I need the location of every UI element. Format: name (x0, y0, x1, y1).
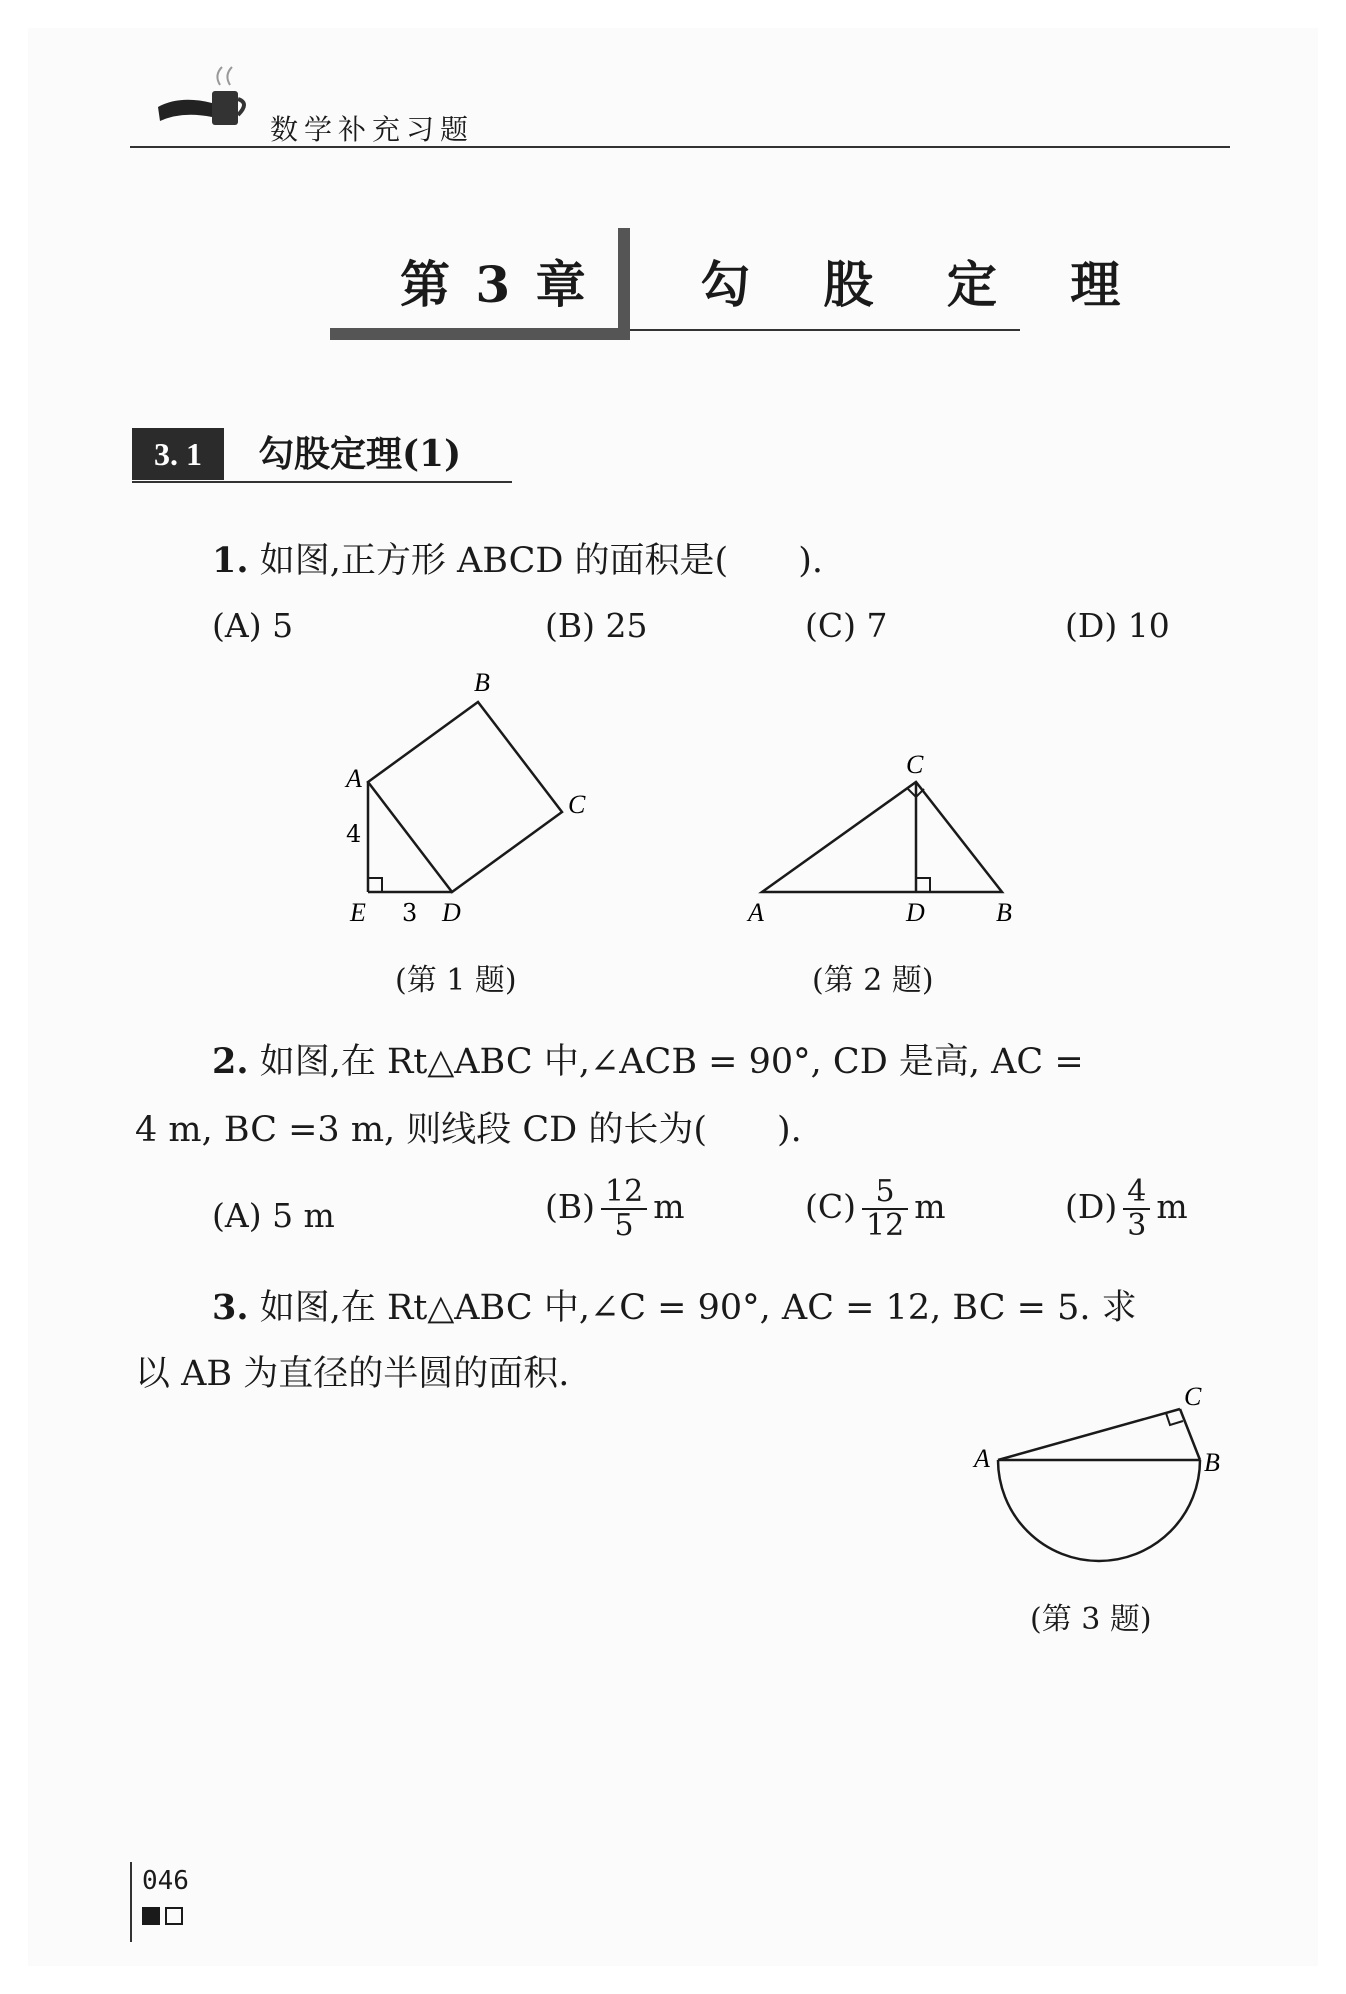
figure-2 (740, 745, 1030, 935)
header-rule (130, 146, 1230, 148)
label-e: E (350, 898, 366, 927)
label-c: C (1184, 1385, 1202, 1411)
right-angle-d (916, 878, 930, 892)
section-title: 勾股定理(1) (258, 433, 462, 475)
label-a: A (974, 1444, 990, 1473)
q1-option-a: (A) 5 (212, 606, 294, 645)
question-number: 2. (212, 1041, 249, 1082)
question-1 (212, 535, 823, 587)
label-3: 3 (402, 899, 418, 927)
q1-option-d: (D) 10 (1065, 606, 1170, 645)
label-b: B (996, 898, 1012, 927)
question-number: 1. (212, 540, 249, 581)
question-text-line1: 如图,在 Rt△ABC 中,∠C = 90°, AC = 12, BC = 5. 求 (259, 1288, 1137, 1328)
label-b: B (1204, 1448, 1220, 1477)
semicircle (998, 1460, 1200, 1561)
triangle-abc (762, 782, 1002, 892)
header-title: 数学补充习题 (270, 113, 475, 146)
q1-option-c: (C) 7 (805, 606, 888, 645)
figure-1-caption: (第 1 题) (395, 963, 517, 998)
right-angle-c (1166, 1413, 1183, 1425)
right-angle-mark (368, 878, 382, 892)
page-number-bar (130, 1862, 132, 1942)
question-text: 如图,正方形 ABCD 的面积是( ). (259, 541, 823, 581)
label-d: D (906, 898, 925, 927)
question-text-line2: 4 m, BC =3 m, 则线段 CD 的长为( ). (135, 1110, 802, 1150)
q2-option-b: (B) $\frac{12}{5}$ m (545, 1174, 685, 1243)
label-b: B (474, 668, 490, 697)
label-d: D (442, 898, 461, 927)
page-number: 046 (142, 1866, 189, 1896)
q2-option-a: (A) 5 m (212, 1196, 335, 1235)
question-text-line2: 以 AB 为直径的半圆的面积. (135, 1354, 570, 1394)
question-text-line1: 如图,在 Rt△ABC 中,∠ACB = 90°, CD 是高, AC = (259, 1042, 1084, 1082)
chapter-number: 第 3 章 (400, 255, 590, 314)
segment-bc (1180, 1409, 1200, 1460)
label-c: C (906, 750, 924, 779)
segment-ac (998, 1409, 1180, 1460)
figure-3 (970, 1385, 1240, 1585)
label-a: A (346, 764, 362, 793)
label-a: A (748, 898, 764, 927)
label-4: 4 (346, 820, 362, 848)
question-3 (212, 1282, 1137, 1334)
square-abcd (368, 702, 562, 892)
figure-1 (330, 665, 610, 935)
book-cup-icon (150, 55, 250, 135)
figure-3-caption: (第 3 题) (1030, 1602, 1152, 1637)
q2-option-c: (C) $\frac{5}{12}$ m (805, 1174, 946, 1243)
page-squares-icon (142, 1905, 192, 1929)
section-number: 3. 1 (132, 428, 224, 480)
section-rule (132, 481, 512, 483)
q2-option-d: (D) $\frac{4}{3}$ m (1065, 1174, 1188, 1243)
figure-2-caption: (第 2 题) (812, 963, 934, 998)
label-c: C (568, 790, 586, 819)
question-2 (212, 1036, 1084, 1088)
chapter-title: 勾 股 定 理 (700, 255, 1149, 314)
question-number: 3. (212, 1287, 249, 1328)
q1-option-b: (B) 25 (545, 606, 648, 645)
